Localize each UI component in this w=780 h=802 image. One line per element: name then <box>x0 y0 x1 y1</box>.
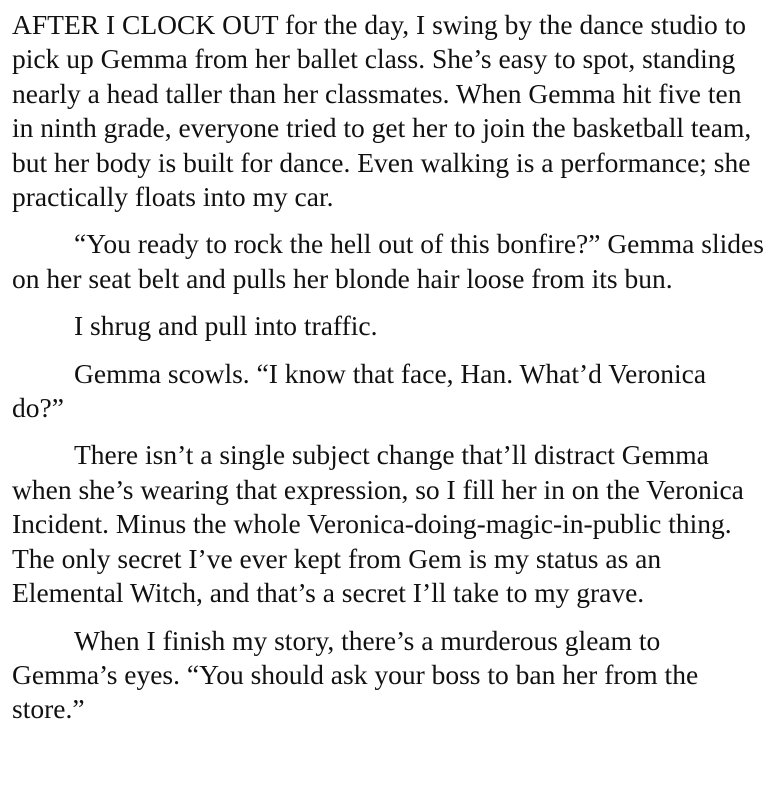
paragraph-6: When I finish my story, there’s a murderous gleam to Gemma’s eyes. “You should ask your boss to ban her from the store.” <box>12 624 699 725</box>
paragraph-4: Gemma scowls. “I know that face, Han. What’d Veronica do?” <box>12 357 707 424</box>
paragraph-2: “You ready to rock the hell out of this bonfire?” Gemma slides on her seat belt and pulls her blonde hair loose from its bun. <box>12 228 764 294</box>
paragraph-3: I shrug and pull into traffic. <box>74 310 378 342</box>
paragraph-5: There isn’t a single subject change that’ll distract Gemma when she’s wearing that expression, so I fill her in on the Veronica Incident. Minus the whole Veronica-doing-magic-in-public thing. The only secret I’ve ever kept from Gem is my status as an Elemental Witch, and that’s a secret I’ll take to my grave. <box>12 439 744 609</box>
paragraph-1: AFTER I CLOCK OUT for the day, I swing by the dance studio to pick up Gemma from her ballet class. She’s easy to spot, standing nearly a head taller than her classmates. When Gemma hit five ten in ninth grade, everyone tried to get her to join the basketball team, but her body is built for dance. Even walking is a performance; she practically floats into my car. <box>12 9 752 213</box>
